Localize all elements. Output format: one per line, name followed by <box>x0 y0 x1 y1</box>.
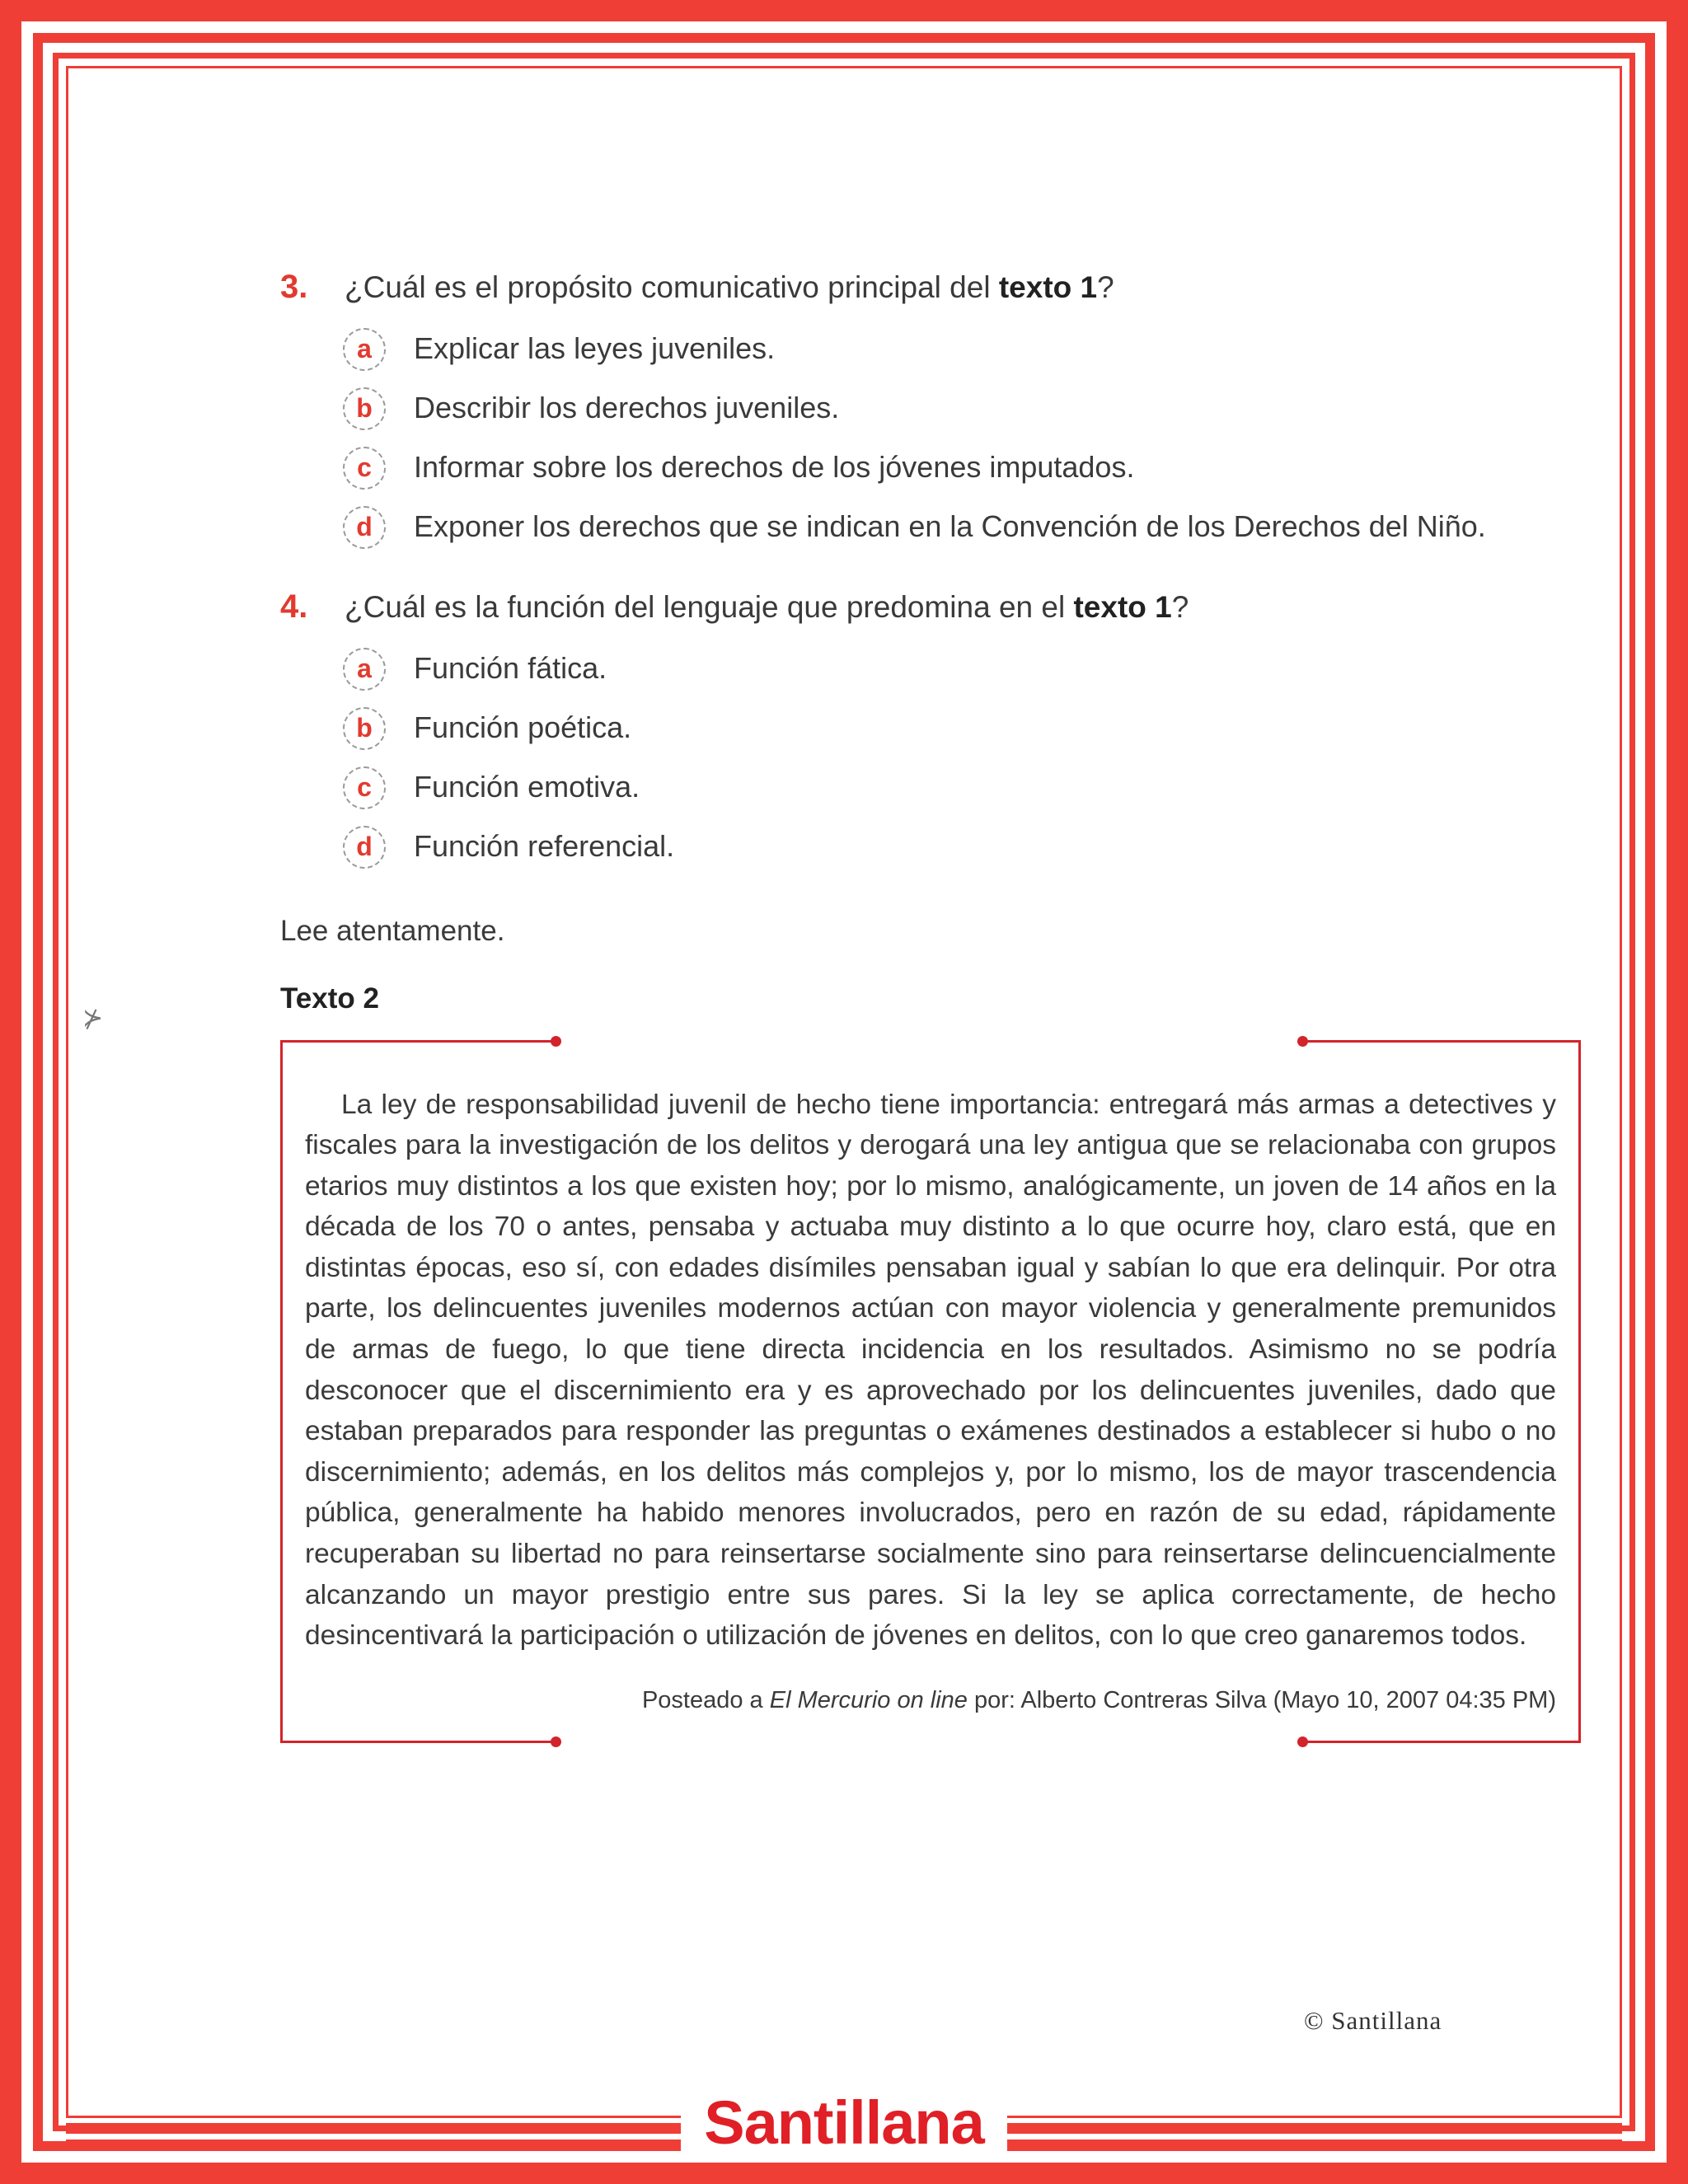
box-corner-dot <box>1297 1036 1308 1047</box>
question-number: 3. <box>280 269 308 305</box>
box-border-left <box>280 1040 283 1743</box>
box-border-right <box>1578 1040 1581 1743</box>
question-text-main: ¿Cuál es el propósito comunicativo principal del <box>345 270 999 304</box>
option-letter-circle[interactable]: a <box>343 328 386 371</box>
option-text: Informar sobre los derechos de los jóvenes imputados. <box>414 450 1135 484</box>
option-letter-circle[interactable]: d <box>343 826 386 869</box>
option-text: Función fática. <box>414 651 607 685</box>
box-corner-dot <box>551 1036 561 1047</box>
question-number: 4. <box>280 588 308 625</box>
option-letter-circle[interactable]: c <box>343 766 386 809</box>
option-letter-circle[interactable]: b <box>343 707 386 750</box>
box-border-top-left <box>280 1040 556 1043</box>
option-text: Función referencial. <box>414 829 675 863</box>
text-2-source <box>642 1687 1556 1714</box>
source-prefix: Posteado a <box>641 1687 770 1713</box>
source-author-date: por: Alberto Contreras Silva (Mayo 10, 2007 04:35 PM) <box>967 1687 1556 1713</box>
option-letter-circle[interactable]: b <box>343 387 386 430</box>
option-text: Función poética. <box>414 710 632 744</box>
santillana-logo: Santillana <box>681 2090 1007 2156</box>
copyright-notice: © Santillana <box>1304 2006 1442 2035</box>
text-2-body: La ley de responsabilidad juvenil de hecho tiene importancia: entregará más armas a detectives y fiscales para la investigación de los delitos y derogará una ley antigua que se relacionaba con grupos etarios muy distintos a los que existen hoy; por lo mismo, analógicamente, un joven de 14 años en la década de los 70 o antes, pensaba y actuaba muy distinto a lo que ocurre hoy, claro está, que en distintas épocas, eso sí, con edades disímiles pensaban igual y sabían lo que era delinquir. Por otra parte, los delincuentes juveniles modernos actúan con mayor violencia y generalmente premunidos de armas de fuego, lo que tiene directa incidencia en los resultados. Asimismo no se podría desconocer que el discernimiento era y es aprovechado por los delincuentes juveniles, dado que estaban preparados para responder las preguntas o exámenes destinados a establecer si hubo o no discernimiento; además, en los delitos más complejos y, por lo mismo, los de mayor trascendencia pública, generalmente ha habido menores involucrados, pero en razón de su edad, rápidamente recuperaban su libertad no para reinsertarse socialmente sino para reinsertarse delincuencialmente alcanzando un mayor prestigio entre sus pares. Si la ley se aplica correctamente, de hecho desincentivará la participación o utilización de jóvenes en delitos, con lo que creo ganaremos todos. <box>305 1089 1556 1652</box>
box-corner-dot <box>1297 1736 1308 1747</box>
reading-instruction: Lee atentamente. <box>280 915 505 947</box>
question-text-bold: texto 1 <box>998 270 1098 304</box>
box-corner-dot <box>551 1736 561 1747</box>
option-text: Función emotiva. <box>414 770 640 804</box>
question-text <box>345 270 1114 305</box>
margin-mark: ⊁ <box>82 1005 104 1032</box>
option-letter-circle[interactable]: d <box>343 506 386 549</box>
option-text: Describir los derechos juveniles. <box>414 391 840 424</box>
text-2-title: Texto 2 <box>280 982 379 1015</box>
brand-footer <box>0 2090 1688 2156</box>
question-text <box>345 590 1189 625</box>
question-text-end: ? <box>1171 590 1189 624</box>
source-publication: El Mercurio on line <box>769 1687 968 1713</box>
question-text-bold: texto 1 <box>1073 590 1172 624</box>
question-text-main: ¿Cuál es la función del lenguaje que predomina en el <box>345 590 1074 624</box>
question-text-end: ? <box>1097 270 1114 304</box>
option-text: Exponer los derechos que se indican en la Convención de los Derechos del Niño. <box>414 509 1486 543</box>
option-letter-circle[interactable]: c <box>343 447 386 490</box>
box-border-top-right <box>1302 1040 1581 1043</box>
box-border-bottom-left <box>280 1741 556 1743</box>
box-border-bottom-right <box>1302 1741 1581 1743</box>
option-letter-circle[interactable]: a <box>343 648 386 691</box>
text-2-box <box>280 1040 1581 1743</box>
option-text: Explicar las leyes juveniles. <box>414 331 776 365</box>
